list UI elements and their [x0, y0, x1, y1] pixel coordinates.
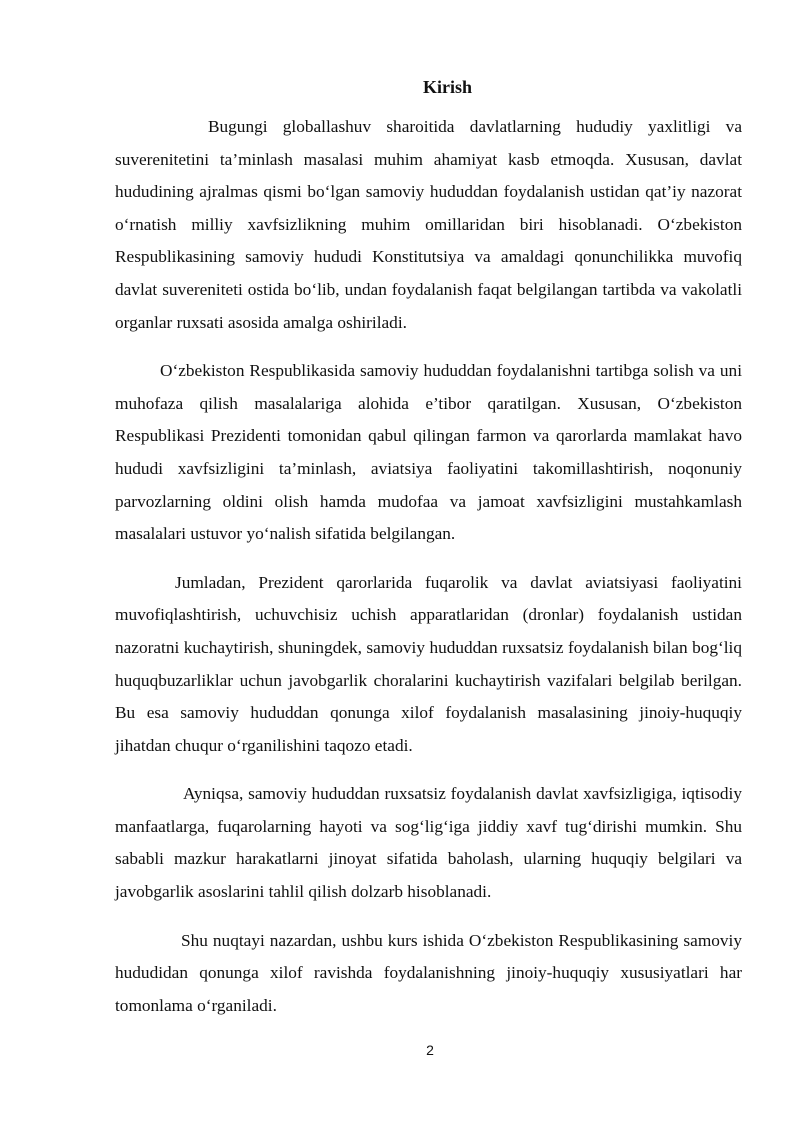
- paragraph-4: Ayniqsa, samoviy hududdan ruxsatsiz foydalanish davlat xavfsizligiga, iqtisodiy manfaatlarga, fuqarolarning hayoti va sog‘lig‘iga jiddiy xavf tug‘dirishi mumkin. Shu sababli mazkur harakatlarni jinoyat sifatida baholash, ularning huquqiy belgilari va javobgarlik asoslarini tahlil qilish dolzarb hisoblanadi.: [115, 784, 742, 902]
- document-page: [115, 72, 742, 1038]
- paragraph-3: Jumladan, Prezident qarorlarida fuqarolik va davlat aviatsiyasi faoliyatini muvofiqlashtirish, uchuvchisiz uchish apparatlaridan (dronlar) foydalanish ustidan nazoratni kuchaytirish, shuningdek, samoviy hududdan ruxsatsiz foydalanish bilan bog‘liq huquqbuzarliklar uchun javobgarlik choralarini kuchaytirish vazifalari belgilab berilgan. Bu esa samoviy hududdan qonunga xilof foydalanish masalasining jinoiy-huquqiy jihatdan chuqur o‘rganilishini taqozo etadi.: [115, 572, 742, 755]
- paragraph-1: Bugungi globallashuv sharoitida davlatlarning hududiy yaxlitligi va suverenitetini ta’minlash masalasi muhim ahamiyat kasb etmoqda. Xususan, davlat hududining ajralmas qismi bo‘lgan samoviy hududdan foydalanish ustidan qat’iy nazorat o‘rnatish milliy xavfsizlikning muhim omillaridan biri hisoblanadi. O‘zbekiston Respublikasining samoviy hududi Konstitutsiya va amaldagi qonunchilikka muvofiq davlat suvereniteti ostida bo‘lib, undan foydalanish faqat belgilangan tartibda va vakolatli organlar ruxsati asosida amalga oshiriladi.: [115, 117, 742, 332]
- paragraph-5: Shu nuqtayi nazardan, ushbu kurs ishida O‘zbekiston Respublikasining samoviy hududidan qonunga xilof ravishda foydalanishning jinoiy-huquqiy xususiyatlari har tomonlama o‘rganiladi.: [115, 930, 742, 1015]
- paragraph-2: O‘zbekiston Respublikasida samoviy hududdan foydalanishni tartibga solish va uni muhofaza qilish masalalariga alohida e’tibor qaratilgan. Xususan, O‘zbekiston Respublikasi Prezidenti tomonidan qabul qilingan farmon va qarorlarda mamlakat havo hududi xavfsizligini ta’minlash, aviatsiya faoliyatini takomillashtirish, noqonuniy parvozlarning oldini olish hamda mudofaa va jamoat xavfsizligini mustahkamlash masalalari ustuvor yo‘nalish sifatida belgilangan.: [115, 361, 742, 544]
- section-title: Kirish: [422, 77, 472, 97]
- page-number: 2: [426, 1042, 434, 1058]
